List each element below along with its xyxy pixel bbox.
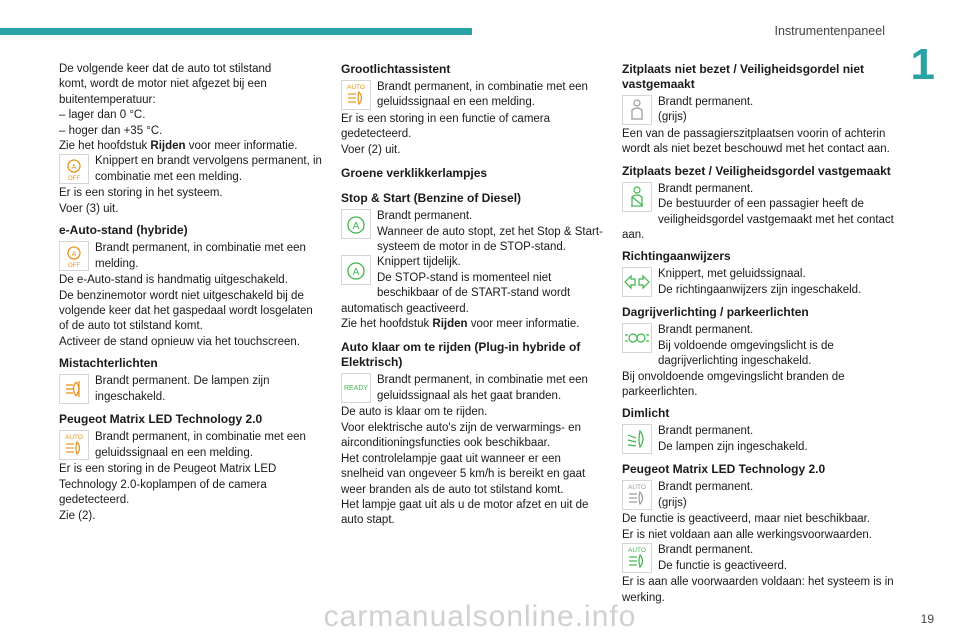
- ready-icon: [341, 373, 371, 403]
- heading-seat-free: Zitplaats niet bezet / Veiligheidsgordel niet vastgemaakt: [622, 62, 865, 91]
- svg-text:AUTO: AUTO: [347, 84, 365, 91]
- heading-stop-start: Stop & Start (Benzine of Diesel): [341, 191, 522, 206]
- e-auto-entry: A OFF Brandt permanent, in combinatie met een melding.: [59, 241, 324, 273]
- dipped-beam-entry: Brandt permanent. De lampen zijn ingeschakeld.: [622, 424, 897, 456]
- stop-start-off-icon: [59, 154, 89, 184]
- heading-rear-fog: Mistachterlichten: [59, 356, 158, 371]
- seatbelt-grey-icon: [622, 95, 652, 125]
- stop-start-ref: Zie het hoofdstuk Rijden voor meer informatie.: [341, 318, 580, 331]
- drl-entry: Brandt permanent. Bij voldoende omgevingslicht is de dagrijverlichting ingeschakeld.: [622, 323, 897, 369]
- intro-line: De volgende keer dat de auto tot stilstand: [59, 63, 272, 75]
- stop-start-green-icon: [341, 255, 371, 285]
- rear-fog-entry: Brandt permanent. De lampen zijn ingeschakeld.: [59, 374, 324, 406]
- svg-text:OFF: OFF: [68, 176, 80, 182]
- ready-entry: READY Brandt permanent, in combinatie met een geluidssignaal als het gaat branden.: [341, 373, 606, 405]
- column-3: Zitplaats niet bezet / Veiligheidsgordel niet vastgemaakt Brandt permanent. (grijs) Een van de passagierszitplaatsen voorin of achterin wordt als niet bezet beschouwd met het contact aan. Zitplaats bezet / Veiligheidsgordel vastgemaakt Brandt permanent. De bestuurder of een passagier heeft de veiligheidsgordel vastgemaakt met het contact aan. Richtingaanwijzers Knippert, met geluidssignaal. De richtingaanwijzers zijn ingeschakeld. Dagrijverlichting / parkeerlichten Brandt permanent. Bij voldoende omgevingslicht is de dagrijverlichting ingeschakeld. Bij onvoldoende omgevingslicht branden de parkeerlichten. Dimlicht Brandt permanent. De lampen zijn ingeschakeld. Peugeot Matrix LED Technology 2.0 AUTO Brandt permanent. (grijs) De functie is geactiveerd, maar niet beschikbaar. Er is niet voldaan aan alle werkingsvoorwaarden. AUTO Brandt permanent. De functie is geactiveerd. Er is aan alle voorwaarden voldaan: het systeem is in werking.: [622, 62, 897, 606]
- stop-start-off-entry: A OFF Knippert en brandt vervolgens permanent, in combinatie met een melding.: [59, 154, 324, 186]
- daytime-lights-icon: [622, 323, 652, 353]
- svg-text:A: A: [71, 251, 77, 259]
- matrix-led-entry: AUTO Brandt permanent, in combinatie met een geluidssignaal en een melding.: [59, 430, 324, 462]
- svg-text:A: A: [352, 221, 360, 233]
- intro-ref: Zie het hoofdstuk Rijden voor meer informatie.: [59, 140, 298, 153]
- watermark: carmanualsonline.info: [323, 600, 637, 633]
- auto-high-beam-grey-icon: [622, 480, 652, 510]
- column-2: Grootlichtassistent AUTO Brandt permanent, in combinatie met een geluidssignaal en een melding. Er is een storing in een functie of camera gedetecteerd. Voer (2) uit. Groene verklikkerlampjes Stop & Start (Benzine of Diesel) A Brandt permanent. Wanneer de auto stopt, zet het Stop & Start-systeem de motor in de STOP-stand. A Knippert tijdelijk. De STOP-stand is momenteel niet beschikbaar of de START-stand wordt automatisch geactiveerd. Zie het hoofdstuk Rijden voor meer informatie. Auto klaar om te rijden (Plug-in hybride of Elektrisch) READY Brandt permanent, in combinatie met een geluidssignaal als het gaat branden. De auto is klaar om te rijden. Voor elektrische auto's zijn de verwarmings- en airconditioningsfuncties ook beschikbaar. Het controlelampje gaat uit wanneer er een snelheid van ongeveer 5 km/h is bereikt en gaat weer branden als de auto tot stilstand komt. Het lampje gaat uit als u de motor afzet en uit de auto stapt.: [341, 62, 606, 529]
- auto-high-beam-green-icon: [622, 543, 652, 573]
- intro-line: – hoger dan +35 °C.: [59, 124, 163, 137]
- seat-taken-entry: Brandt permanent. De bestuurder of een passagier heeft de veiligheidsgordel vastgemaakt met het contact aan.: [622, 182, 894, 242]
- indicators-entry: Knippert, met geluidssignaal. De richtingaanwijzers zijn ingeschakeld.: [622, 267, 897, 299]
- column-1: De volgende keer dat de auto tot stilstand komt, wordt de motor niet afgezet bij een buitentemperatuur: – lager dan 0 °C. – hoger dan +35 °C. Zie het hoofdstuk Rijden voor meer informatie. A OFF Knippert en brandt vervolgens permanent, in combinatie met een melding. Er is een storing in het systeem. Voer (3) uit. e-Auto-stand (hybride) A OFF Brandt permanent, in combinatie met een melding. De e-Auto-stand is handmatig uitgeschakeld. De benzinemotor wordt niet uitgeschakeld bij de volgende keer dat het gaspedaal wordt losgelaten of de auto tot stilstand komt. Activeer de stand opnieuw via het touchscreen. Mistachterlichten Brandt permanent. De lampen zijn ingeschakeld. Peugeot Matrix LED Technology 2.0 AUTO Brandt permanent, in combinatie met een geluidssignaal en een melding. Er is een storing in de Peugeot Matrix LED Technology 2.0-koplampen of de camera gedetecteerd. Zie (2).: [59, 62, 324, 524]
- svg-text:AUTO: AUTO: [628, 484, 646, 492]
- matrix-grey-entry: AUTO Brandt permanent. (grijs): [622, 480, 897, 512]
- header-accent-bar: [0, 28, 472, 35]
- svg-text:AUTO: AUTO: [65, 434, 83, 442]
- auto-high-beam-orange-icon: [59, 430, 89, 460]
- heading-e-auto: e-Auto-stand (hybride): [59, 223, 188, 238]
- auto-high-beam-orange-icon: [341, 80, 371, 110]
- stop-start-entry-2: A Knippert tijdelijk. De STOP-stand is momenteel niet beschikbaar of de START-stand wordt automatisch geactiveerd.: [341, 256, 571, 315]
- turn-signal-icon: [622, 267, 652, 297]
- dipped-beam-icon: [622, 424, 652, 454]
- intro-line: buitentemperatuur:: [59, 93, 156, 106]
- svg-text:AUTO: AUTO: [628, 547, 646, 555]
- seat-free-entry: Brandt permanent. (grijs): [622, 95, 897, 127]
- heading-green-lamps: Groene verklikkerlampjes: [341, 166, 488, 181]
- heading-indicators: Richtingaanwijzers: [622, 249, 731, 264]
- high-beam-entry: AUTO Brandt permanent, in combinatie met een geluidssignaal en een melding.: [341, 80, 606, 112]
- stop-start-green-icon: [341, 209, 371, 239]
- section-title: Instrumentenpaneel: [774, 24, 885, 38]
- heading-ready: Auto klaar om te rijden (Plug-in hybride of Elektrisch): [341, 340, 581, 370]
- heading-dipped-beam: Dimlicht: [622, 406, 670, 421]
- seatbelt-green-icon: [622, 182, 652, 212]
- heading-seat-taken: Zitplaats bezet / Veiligheidsgordel vastgemaakt: [622, 163, 891, 178]
- svg-text:OFF: OFF: [68, 263, 80, 269]
- svg-text:READY: READY: [343, 385, 369, 393]
- intro-line: komt, wordt de motor niet afgezet bij een: [59, 78, 267, 91]
- svg-text:A: A: [352, 267, 360, 279]
- heading-matrix-led-2: Peugeot Matrix LED Technology 2.0: [622, 462, 826, 477]
- intro-line: – lager dan 0 °C.: [59, 109, 146, 122]
- heading-high-beam-assist: Grootlichtassistent: [341, 62, 451, 76]
- rear-fog-icon: [59, 374, 89, 404]
- matrix-green-entry: AUTO Brandt permanent. De functie is geactiveerd.: [622, 543, 897, 575]
- heading-drl: Dagrijverlichting / parkeerlichten: [622, 305, 809, 320]
- e-auto-off-icon: [59, 241, 89, 271]
- page-number: 19: [920, 612, 934, 626]
- svg-text:A: A: [71, 164, 77, 172]
- chapter-number: 1: [910, 40, 935, 89]
- heading-matrix-led: Peugeot Matrix LED Technology 2.0: [59, 412, 263, 427]
- stop-start-entry: A Brandt permanent. Wanneer de auto stopt, zet het Stop & Start-systeem de motor in de STOP-stand.: [341, 209, 606, 255]
